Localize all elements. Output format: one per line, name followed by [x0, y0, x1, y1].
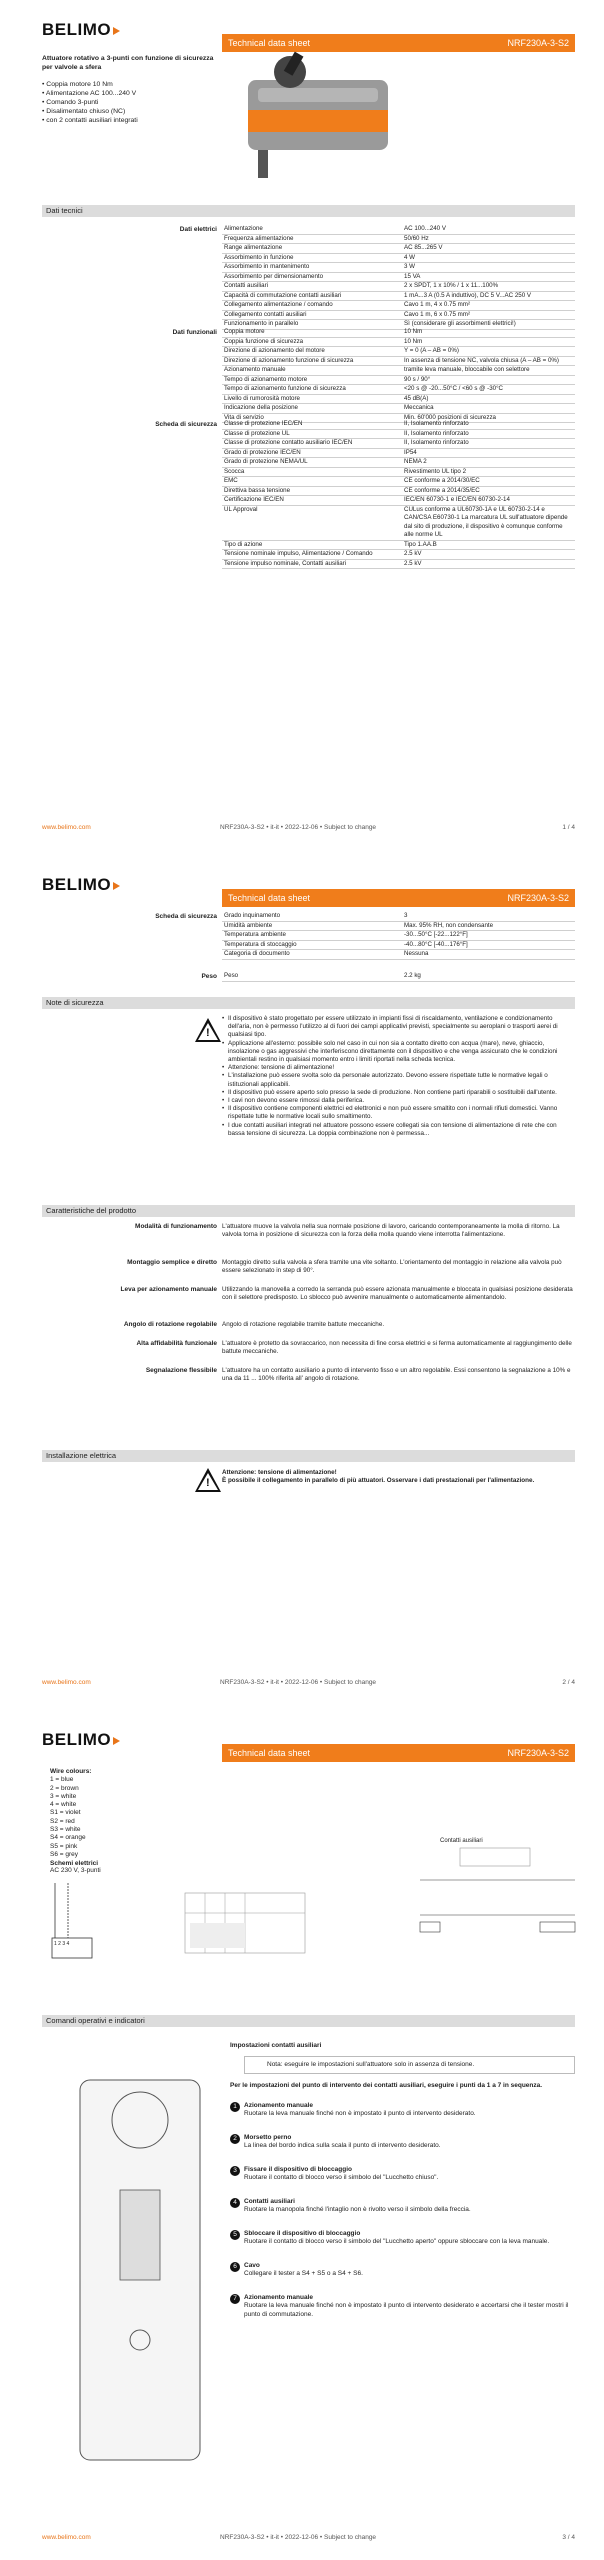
- row-key: Scocca: [222, 467, 402, 477]
- table-row: [222, 559, 575, 569]
- row-key: Range alimentazione: [222, 244, 402, 254]
- feature-key: Leva per azionamento manuale: [120, 1285, 217, 1293]
- row-key: Umidità ambiente: [222, 921, 402, 931]
- row-value: 10 Nm: [402, 337, 575, 347]
- step-text: Ruotare il contatto di blocco verso il simbolo del "Lucchetto aperto" oppure sbloccare con la leva manuale.: [244, 2238, 550, 2246]
- features-list: [42, 1223, 575, 1443]
- row-key: Collegamento contatti ausiliari: [222, 310, 402, 320]
- feature-value: L'attuatore è protetto da sovraccarico, non necessita di fine corsa elettrici e si ferma automaticamente al raggiungimento delle battute meccaniche.: [222, 1339, 572, 1355]
- row-value: II, Isolamento rinforzato: [402, 429, 575, 439]
- row-value: CE conforme a 2014/35/EC: [402, 486, 575, 496]
- row-value: 4 W: [402, 253, 575, 263]
- footer-doc: NRF230A-3-S2 • it-it • 2022-12-06 • Subject to change: [220, 824, 377, 831]
- row-value: 2.5 kV: [402, 559, 575, 569]
- page-number: 2 / 4: [562, 1679, 575, 1686]
- actuator-drawing: [50, 2040, 230, 2490]
- note-text: Nota: eseguire le impostazioni sull'attuatore solo in assenza di tensione.: [267, 2061, 475, 2068]
- safety-note: • Applicazione all'esterno: possibile solo nel caso in cui non sia a contatto diretto con acqua (mare), neve, ghiaccio, insolazione o gas aggressivi che interferiscono direttamente con il dispositivo e che venga assicurato che le condizioni ambientali restino in qualsiasi momento entro i limiti riportati nella scheda tecnica.: [222, 1040, 575, 1065]
- row-key: Tensione impulso nominale, Contatti ausiliari: [222, 559, 402, 569]
- step-item: [233, 2166, 574, 2183]
- row-key: Direttiva bassa tensione: [222, 486, 402, 496]
- row-value: AC 100...240 V: [402, 225, 575, 234]
- group-label: Dati elettrici: [179, 226, 217, 233]
- row-value: Meccanica: [402, 404, 575, 414]
- row-key: Contatti ausiliari: [222, 282, 402, 292]
- step-number: 2: [230, 2134, 240, 2144]
- row-key: Classe di protezione UL: [222, 429, 402, 439]
- table-row: [222, 272, 575, 282]
- step-text: Ruotare la leva manuale finché non è impostato il punto di intervento desiderato.: [244, 2110, 476, 2118]
- table-row: [222, 394, 575, 404]
- row-key: UL Approval: [222, 505, 402, 540]
- row-key: Coppia motore: [222, 328, 402, 337]
- group-label: Scheda di sicurezza: [155, 421, 217, 428]
- model-name: NRF230A-3-S2: [507, 1748, 569, 1758]
- table-row: [222, 972, 575, 981]
- row-value: <20 s @ -20...50°C / <60 s @ -30°C: [402, 385, 575, 395]
- step-text: Ruotare il contatto di blocco verso il simbolo del "Lucchetto chiuso".: [244, 2174, 439, 2182]
- row-key: Certificazione IEC/EN: [222, 496, 402, 506]
- table-row: [222, 550, 575, 560]
- safety-note: • Il dispositivo può essere aperto solo presso la sede di produzione. Non contiene parti riparabili o sostituibili dall'utente.: [222, 1089, 575, 1097]
- footer-doc: NRF230A-3-S2 • it-it • 2022-12-06 • Subject to change: [220, 1679, 377, 1686]
- row-value: IEC/EN 60730-1 e IEC/EN 60730-2-14: [402, 496, 575, 506]
- table-row: [222, 282, 575, 292]
- row-key: Temperatura ambiente: [222, 931, 402, 941]
- table-row: [222, 458, 575, 468]
- feature-value: Montaggio diretto sulla valvola a sfera tramite una vite soltanto. L'orientamento del montaggio in relazione alla valvola può essere selezionato in step di 90°.: [222, 1258, 562, 1274]
- aux-settings-title: Impostazioni contatti ausiliari: [230, 2042, 322, 2049]
- row-key: Livello di rumorosità motore: [222, 394, 402, 404]
- wire-colour: S6 = grey: [50, 1850, 79, 1858]
- wire-colour: 2 = brown: [50, 1784, 79, 1792]
- page-number: 1 / 4: [562, 824, 575, 831]
- step-title: Sbloccare il dispositivo di bloccaggio: [244, 2230, 361, 2237]
- brand-logo: BELIMO: [42, 875, 120, 895]
- step-text: La linea del bordo indica sulla scala il punto di intervento desiderato.: [244, 2142, 441, 2150]
- feature-value: Utilizzando la manovella a corredo la serranda può essere azionata manualmente e bloccata in qualsiasi posizione desiderata con il selettore predisposto. Lo sblocco può avvenire manualmente o automaticamente alimentandolo.: [222, 1285, 573, 1301]
- row-key: Direzione di azionamento funzione di sicurezza: [222, 356, 402, 366]
- table-row: [222, 486, 575, 496]
- table-row: [222, 467, 575, 477]
- safety-note: • Il dispositivo è stato progettato per essere utilizzato in impianti fissi di riscaldamento, ventilazione e condizionamento dell'aria, non è permesso l'utilizzo al di fuori dei campi applicativi previsti, specialmente su aeroplani o trasporti aerei di qualsiasi tipo.: [222, 1015, 575, 1040]
- section-controls: Comandi operativi e indicatori: [42, 2015, 575, 2027]
- feature-bullet: • Comando 3-punti: [42, 98, 222, 107]
- row-value: In assenza di tensione NC, valvola chiusa (A – AB = 0%): [402, 356, 575, 366]
- step-title: Fissare il dispositivo di bloccaggio: [244, 2166, 352, 2173]
- row-value: 1 mA...3 A (0.5 A induttivo), DC 5 V...AC 250 V: [402, 291, 575, 301]
- brand-logo: BELIMO: [42, 20, 120, 40]
- note-box: [244, 2056, 575, 2074]
- table-row: [222, 921, 575, 931]
- row-value: tramite leva manuale, bloccabile con selettore: [402, 366, 575, 376]
- row-value: Nessuna: [402, 950, 575, 960]
- row-value: 15 VA: [402, 272, 575, 282]
- table-row: [222, 505, 575, 540]
- install-warning-text: È possibile il collegamento in parallelo di più attuatori. Osservare i dati prestazionali per l'alimentazione.: [222, 1477, 535, 1485]
- row-value: 3: [402, 912, 575, 921]
- table-row: [222, 337, 575, 347]
- safety-note: • L'installazione può essere svolta solo da personale autorizzato. Devono essere rispettate tutte le normative legali o istituzionali applicabili.: [222, 1072, 575, 1088]
- brand-logo: BELIMO: [42, 1730, 120, 1750]
- group-label: Dati funzionali: [172, 329, 217, 336]
- row-value: Rivestimento UL tipo 2: [402, 467, 575, 477]
- table-row: [222, 448, 575, 458]
- table-row: [222, 225, 575, 234]
- product-image: [228, 40, 408, 190]
- step-number: 5: [230, 2230, 240, 2240]
- row-key: Peso: [222, 972, 402, 981]
- row-key: Azionamento manuale: [222, 366, 402, 376]
- model-name: NRF230A-3-S2: [507, 38, 569, 48]
- wire-colours-title: Wire colours:: [50, 1768, 92, 1775]
- wire-colour: 3 = white: [50, 1792, 77, 1800]
- aux-lead-text: Per le impostazioni del punto di intervento dei contatti ausiliari, eseguire i punti da 1 a 7 in sequenza.: [230, 2082, 543, 2089]
- svg-text:1 2 3 4: 1 2 3 4: [54, 1941, 70, 1947]
- section-installation: Installazione elettrica: [42, 1450, 575, 1462]
- page-number: 3 / 4: [562, 2534, 575, 2541]
- table-row: [222, 404, 575, 414]
- safety-note: • I due contatti ausiliari integrati nel attuatore possono essere collegati sia con tensione di alimentazione di rete che con bassa tensione di sicurezza. La doppia combinazione non è permessa...: [222, 1122, 575, 1138]
- row-key: Coppia funzione di sicurezza: [222, 337, 402, 347]
- table-row: [222, 540, 575, 550]
- section-tech-data: Dati tecnici: [42, 205, 575, 217]
- doc-type: Technical data sheet: [228, 893, 311, 903]
- product-title: Attuatore rotativo a 3-punti con funzione di sicurezza per valvole a sfera: [42, 55, 214, 71]
- footer-url[interactable]: www.belimo.com: [42, 1679, 91, 1686]
- row-value: IP54: [402, 448, 575, 458]
- row-key: EMC: [222, 477, 402, 487]
- row-value: 45 dB(A): [402, 394, 575, 404]
- warning-icon: !: [195, 1468, 221, 1492]
- table-row: [222, 253, 575, 263]
- step-number: 4: [230, 2198, 240, 2208]
- table-row: [222, 385, 575, 395]
- step-number: 7: [230, 2294, 240, 2304]
- page-3: [0, 1710, 604, 2560]
- step-title: Contatti ausiliari: [244, 2198, 295, 2205]
- step-item: [233, 2102, 574, 2119]
- feature-key: Alta affidabilità funzionale: [136, 1339, 217, 1347]
- page-1: [0, 0, 604, 850]
- row-value: II, Isolamento rinforzato: [402, 420, 575, 429]
- spec-table: [222, 225, 575, 330]
- schema-subtitle: AC 230 V, 3-punti: [50, 1867, 101, 1874]
- row-value: 50/60 Hz: [402, 234, 575, 244]
- wire-colour: S1 = violet: [50, 1809, 81, 1817]
- table-row: [222, 931, 575, 941]
- step-number: 1: [230, 2102, 240, 2112]
- row-value: Min. 60'000 posizioni di sicurezza: [402, 413, 575, 423]
- feature-key: Montaggio semplice e diretto: [127, 1258, 217, 1266]
- row-value: -30...50°C [-22...122°F]: [402, 931, 575, 941]
- svg-text:Contatti ausiliari: Contatti ausiliari: [440, 1838, 483, 1844]
- row-value: II, Isolamento rinforzato: [402, 439, 575, 449]
- row-value: 3 W: [402, 263, 575, 273]
- install-warning: [222, 1469, 575, 1485]
- table-row: [222, 244, 575, 254]
- schema-heading: Schemi elettrici: [50, 1860, 99, 1867]
- wire-colour: 1 = blue: [50, 1776, 74, 1784]
- footer-url[interactable]: www.belimo.com: [42, 824, 91, 831]
- row-key: Indicazione della posizione: [222, 404, 402, 414]
- feature-key: Segnalazione flessibile: [145, 1366, 217, 1374]
- step-title: Morsetto perno: [244, 2134, 292, 2141]
- row-value: Max. 95% RH, non condensante: [402, 921, 575, 931]
- step-text: Ruotare la leva manuale finché non è impostato il punto di intervento desiderato e accertarsi che il tester mostri il punto di commutazione.: [244, 2302, 569, 2318]
- row-key: Grado di protezione NEMA/UL: [222, 458, 402, 468]
- feature-value: Angolo di rotazione regolabile tramite battute meccaniche.: [222, 1321, 385, 1328]
- row-value: Sì (considerare gli assorbimenti elettrici!): [402, 320, 575, 330]
- table-row: [222, 291, 575, 301]
- row-key: Assorbimento in funzione: [222, 253, 402, 263]
- header-banner: [222, 1744, 575, 1762]
- wire-colour: S2 = red: [50, 1817, 75, 1825]
- table-row: [222, 263, 575, 273]
- wiring-diagram: [50, 1878, 380, 1973]
- header-banner: [222, 889, 575, 907]
- feature-key: Angolo di rotazione regolabile: [123, 1321, 217, 1328]
- warning-icon: !: [195, 1018, 221, 1042]
- row-value: CE conforme a 2014/30/EC: [402, 477, 575, 487]
- step-text: Collegare il tester a S4 + S5 o a S4 + S6.: [244, 2270, 363, 2278]
- table-row: [222, 234, 575, 244]
- wire-colour: S3 = white: [50, 1826, 81, 1834]
- table-row: [222, 328, 575, 337]
- row-key: Vita di servizio: [222, 413, 402, 423]
- row-value: CULus conforme a UL60730-1A e UL 60730-2-14 e CAN/CSA E60730-1 La marcatura UL sull'attuatore dipende dal sito di produzione, il dispositivo è comunque conforme alle norme UL: [402, 505, 575, 540]
- table-row: [222, 496, 575, 506]
- step-item: [233, 2198, 574, 2215]
- wire-colour: S4 = orange: [50, 1834, 86, 1842]
- row-key: Capacità di commutazione contatti ausiliari: [222, 291, 402, 301]
- step-item: [233, 2294, 574, 2319]
- row-key: Categoria di documento: [222, 950, 402, 960]
- step-title: Azionamento manuale: [244, 2294, 313, 2301]
- feature-list: [42, 80, 222, 125]
- row-value: Tipo 1.AA.B: [402, 540, 575, 550]
- table-row: [222, 940, 575, 950]
- install-warning-title: Attenzione: tensione di alimentazione!: [222, 1469, 337, 1476]
- table-row: [222, 439, 575, 449]
- step-item: [233, 2262, 574, 2279]
- row-key: Alimentazione: [222, 225, 402, 234]
- table-row: [222, 356, 575, 366]
- table-row: [222, 301, 575, 311]
- intro-block: [42, 54, 222, 125]
- row-value: Cavo 1 m, 4 x 0.75 mm²: [402, 301, 575, 311]
- feature-bullet: • Coppia motore 10 Nm: [42, 80, 222, 89]
- group-label: Scheda di sicurezza: [155, 913, 217, 920]
- feature-bullet: • con 2 contatti ausiliari integrati: [42, 116, 222, 125]
- safety-notes: [222, 1015, 575, 1138]
- doc-type: Technical data sheet: [228, 1748, 311, 1758]
- step-title: Cavo: [244, 2262, 260, 2269]
- table-row: [222, 420, 575, 429]
- step-number: 3: [230, 2166, 240, 2176]
- aux-contacts-diagram: [400, 1830, 580, 1940]
- step-item: [233, 2134, 574, 2151]
- step-text: Ruotare la manopola finché l'intaglio non è rivolto verso il simbolo della freccia.: [244, 2206, 471, 2214]
- step-number: 6: [230, 2262, 240, 2272]
- wire-colours: [50, 1768, 91, 1859]
- group-label: Peso: [201, 973, 217, 980]
- spec-table: [222, 328, 575, 423]
- row-value: 90 s / 90°: [402, 375, 575, 385]
- footer-doc: NRF230A-3-S2 • it-it • 2022-12-06 • Subject to change: [220, 2534, 377, 2541]
- row-key: Tipo di azione: [222, 540, 402, 550]
- row-key: Grado di protezione IEC/EN: [222, 448, 402, 458]
- spec-table: [222, 420, 575, 569]
- schema-title: [50, 1860, 101, 1874]
- step-title: Azionamento manuale: [244, 2102, 313, 2109]
- row-value: 10 Nm: [402, 328, 575, 337]
- footer-url[interactable]: www.belimo.com: [42, 2534, 91, 2541]
- table-row: [222, 366, 575, 376]
- table-row: [222, 429, 575, 439]
- row-value: 2 x SPDT, 1 x 10% / 1 x 11...100%: [402, 282, 575, 292]
- model-name: NRF230A-3-S2: [507, 893, 569, 903]
- safety-table: [222, 912, 575, 960]
- safety-note: • Il dispositivo contiene componenti elettrici ed elettronici e non può essere smaltito con i normali rifiuti domestici. Vanno rispettate tutte le normative locali sullo smaltimento.: [222, 1105, 575, 1121]
- wire-colour: 4 = white: [50, 1801, 77, 1809]
- row-key: Collegamento alimentazione / comando: [222, 301, 402, 311]
- doc-type: Technical data sheet: [228, 38, 311, 48]
- row-value: 2.2 kg: [402, 972, 575, 981]
- feature-bullet: • Disalimentato chiuso (NC): [42, 107, 222, 116]
- wire-colour: S5 = pink: [50, 1842, 78, 1850]
- table-row: [222, 375, 575, 385]
- page-2: [0, 855, 604, 1705]
- row-value: Y = 0 (A – AB = 0%): [402, 347, 575, 357]
- row-key: Funzionamento in parallelo: [222, 320, 402, 330]
- feature-value: L'attuatore muove la valvola nella sua normale posizione di lavoro, caricando contemporaneamente la molla di ritorno. La valvola torna in posizione di sicurezza con la forza della molla quando viene interrotta l'alimentazione.: [222, 1223, 560, 1239]
- feature-key: Modalità di funzionamento: [135, 1223, 217, 1230]
- table-row: [222, 912, 575, 921]
- row-key: Classe di protezione contatto ausiliario IEC/EN: [222, 439, 402, 449]
- row-key: Temperatura di stoccaggio: [222, 940, 402, 950]
- row-value: -40...80°C [-40...176°F]: [402, 940, 575, 950]
- row-value: NEMA 2: [402, 458, 575, 468]
- row-value: AC 85...265 V: [402, 244, 575, 254]
- step-item: [233, 2230, 574, 2247]
- row-key: Assorbimento in mantenimento: [222, 263, 402, 273]
- row-key: Classe di protezione IEC/EN: [222, 420, 402, 429]
- row-key: Direzione di azionamento del motore: [222, 347, 402, 357]
- section-safety-notes: Note di sicurezza: [42, 997, 575, 1009]
- safety-note: • I cavi non devono essere rimossi dalla periferica.: [222, 1097, 575, 1105]
- table-row: [222, 477, 575, 487]
- row-key: Tensione nominale impulso, Alimentazione / Comando: [222, 550, 402, 560]
- row-key: Assorbimento per dimensionamento: [222, 272, 402, 282]
- row-value: Cavo 1 m, 6 x 0.75 mm²: [402, 310, 575, 320]
- row-key: Grado inquinamento: [222, 912, 402, 921]
- weight-table: [222, 972, 575, 982]
- row-key: Frequenza alimentazione: [222, 234, 402, 244]
- row-value: 2.5 kV: [402, 550, 575, 560]
- table-row: [222, 347, 575, 357]
- section-features: Caratteristiche del prodotto: [42, 1205, 575, 1217]
- table-row: [222, 310, 575, 320]
- feature-value: L'attuatore ha un contatto ausiliario a punto di intervento fisso e un altro regolabile. Essi consentono la segnalazione a 10% e una da 11 ... 100% riferita all' angolo di rotazione.: [222, 1366, 571, 1382]
- row-key: Tempo di azionamento motore: [222, 375, 402, 385]
- feature-bullet: • Alimentazione AC 100...240 V: [42, 89, 222, 98]
- safety-note: • Attenzione: tensione di alimentazione!: [222, 1064, 575, 1072]
- row-key: Tempo di azionamento funzione di sicurezza: [222, 385, 402, 395]
- table-row: [222, 950, 575, 960]
